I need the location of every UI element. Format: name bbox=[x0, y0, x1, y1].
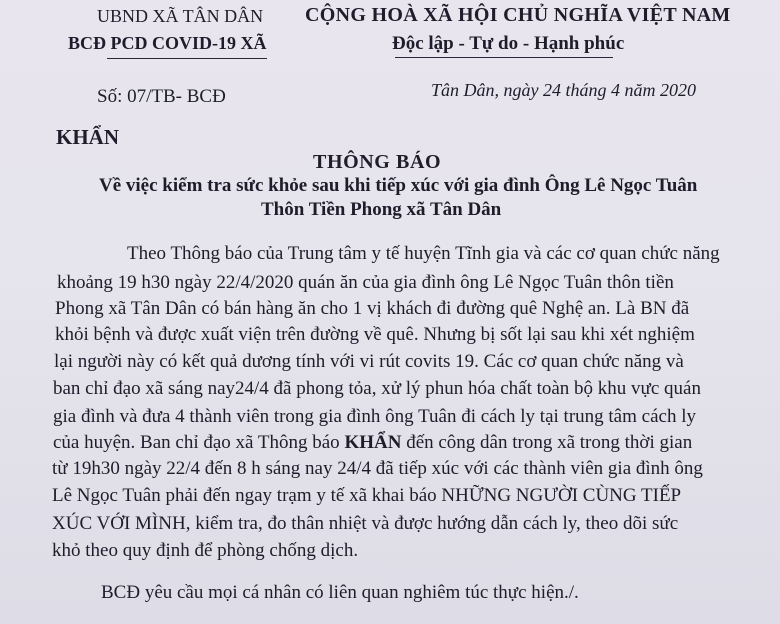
body-line: từ 19h30 ngày 22/4 đến 8 h sáng nay 24/4 đã tiếp xúc với các thành viên gia đình ông bbox=[52, 458, 703, 479]
urgent-keyword: KHẨN bbox=[344, 432, 402, 453]
body-line: Lê Ngọc Tuân phải đến ngay trạm y tế xã khai báo NHỮNG NGƯỜI CÙNG TIẾP bbox=[52, 485, 682, 506]
agency-underline bbox=[107, 58, 267, 59]
body-line: khỏ theo quy định để phòng chống dịch. bbox=[52, 540, 359, 561]
body-line: lại người này có kết quả dương tính với vi rút covits 19. Các cơ quan chức năng và bbox=[54, 351, 684, 372]
body-line: ban chỉ đạo xã sáng nay24/4 đã phong tỏa, xử lý phun hóa chất toàn bộ khu vực quán bbox=[53, 378, 701, 399]
body-line-text: đến công dân trong xã trong thời gian bbox=[401, 432, 693, 453]
document-title: THÔNG BÁO bbox=[313, 151, 442, 173]
body-line: gia đình và đưa 4 thành viên trong gia đình ông Tuân đi cách ly tại trung tâm cách ly bbox=[53, 406, 696, 427]
body-line: XÚC VỚI MÌNH, kiểm tra, đo thân nhiệt và được hướng dẫn cách ly, theo dõi sức bbox=[52, 513, 679, 534]
body-line: khỏi bệnh và được xuất viện trên đường về quê. Nhưng bị sốt lại sau khi xét nghiệm bbox=[55, 324, 695, 345]
body-line: Theo Thông báo của Trung tâm y tế huyện Tĩnh gia và các cơ quan chức năng bbox=[127, 243, 720, 264]
motto-underline bbox=[395, 57, 613, 58]
document-number: Số: 07/TB- BCĐ bbox=[97, 86, 226, 107]
subject-line-2: Thôn Tiền Phong xã Tân Dân bbox=[261, 199, 502, 220]
agency-name: UBND XÃ TÂN DÂN bbox=[97, 6, 264, 26]
national-title: CỘNG HOÀ XÃ HỘI CHỦ NGHĨA VIỆT NAM bbox=[305, 4, 731, 26]
subject-line-1: Về việc kiểm tra sức khỏe sau khi tiếp xúc với gia đình Ông Lê Ngọc Tuân bbox=[99, 175, 698, 196]
urgency-label: KHẨN bbox=[56, 125, 119, 149]
closing-line: BCĐ yêu cầu mọi cá nhân có liên quan nghiêm túc thực hiện./. bbox=[101, 582, 579, 603]
agency-committee: BCĐ PCD COVID-19 XÃ bbox=[68, 33, 267, 53]
body-line: khoảng 19 h30 ngày 22/4/2020 quán ăn của gia đình ông Lê Ngọc Tuân thôn tiền bbox=[57, 272, 674, 293]
body-line bbox=[53, 432, 692, 454]
body-line-text: của huyện. Ban chỉ đạo xã Thông báo bbox=[53, 432, 345, 453]
national-motto: Độc lập - Tự do - Hạnh phúc bbox=[392, 33, 625, 54]
body-line: Phong xã Tân Dân có bán hàng ăn cho 1 vị khách đi đường quê Nghệ an. Là BN đã bbox=[55, 298, 690, 319]
dateline: Tân Dân, ngày 24 tháng 4 năm 2020 bbox=[431, 80, 696, 100]
